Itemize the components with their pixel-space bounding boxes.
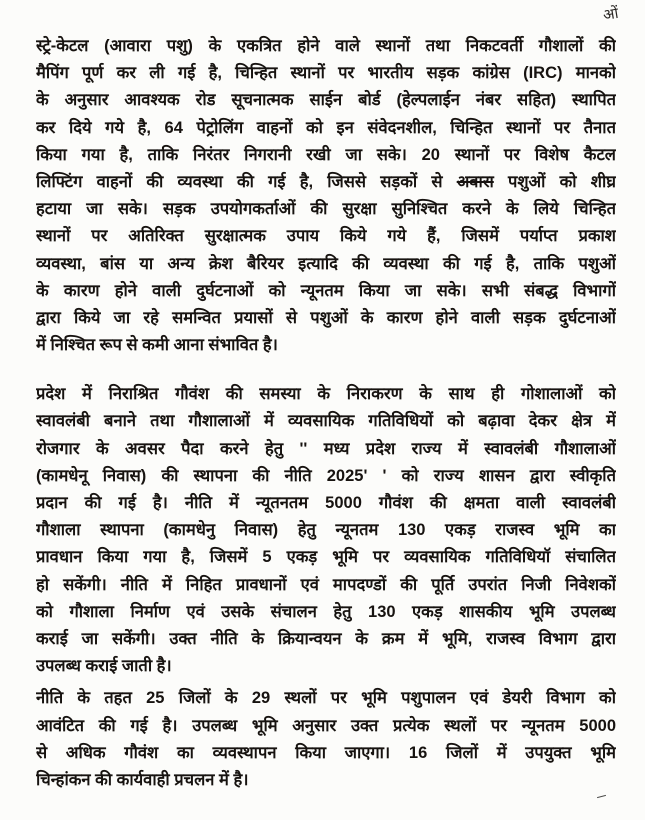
text-line: व्यवस्था, बांस या अन्य क्रेश बैरियर इत्यादि की व्यवस्था की गई है, ताकि पशुओं — [36, 254, 616, 273]
paragraph-3 — [36, 685, 616, 794]
text-line: प्रावधान किया गया है, जिसमें 5 एकड़ भूमि पर व्यवसायिक गतिविधियॉ संचालित — [36, 548, 616, 567]
text-line-with-correction — [36, 169, 616, 196]
paragraph-1 — [36, 33, 616, 359]
text-line: रोजगार के अवसर पैदा करने हेतु '' मध्य प्रदेश राज्य में स्वावलंबी गौशालाओं — [36, 439, 616, 458]
stray-pen-mark — [597, 795, 606, 798]
line-text-post: पशुओं को शीघ्र — [507, 172, 616, 191]
text-line: कर दिये गये है, 64 पेट्रोलिंग वाहनों को इन संवेदनशील, चिन्हित स्थानों पर तैनात — [36, 118, 616, 137]
text-line: प्रदान की गई है। नीति में न्यूतनतम 5000 गौवंश की क्षमता वाली स्वावलंबी — [36, 494, 616, 512]
handwritten-correction-top: ओं — [601, 3, 620, 25]
struck-word-wrap — [457, 169, 494, 196]
text-line: हो सकेंगी। नीति में निहित प्रावधानों एवं मापदण्डों की पूर्ति उपरांत निजी निवेशकों — [36, 575, 616, 594]
text-line: स्वावलंबी बनाने तथा गौशालाओं में व्यवसायिक गतिविधियों को बढ़ावा देकर क्षेत्र में — [36, 412, 616, 431]
text-line: में निश्चित रूप से कमी आना संभावित है। — [36, 336, 278, 355]
struck-word: अवारा — [456, 172, 494, 191]
text-line: को गौशाला निर्माण एवं उसके संचालन हेतु 130 एकड़ शासकीय भूमि उपलब्ध — [36, 602, 616, 621]
text-line: के कारण होने वाली दुर्घटनाओं को न्यूनतम किया जा सके। सभी संबद्ध विभागों — [36, 281, 616, 300]
text-line: से अधिक गौवंश का व्यवस्थापन किया जाएगा। 16 जिलों में उपयुक्त भूमि — [36, 743, 616, 762]
text-line: हटाया जा सके। सड़क उपयोगकर्ताओं की सुरक्षा सुनिश्चित करने के लिये चिन्हित — [36, 200, 616, 219]
text-line: चिन्हांकन की कार्यवाही प्रचलन में है। — [36, 770, 249, 789]
text-line: गौशाला स्थापना (कामधेनु निवास) हेतु न्यूनतम 130 एकड़ राजस्व भूमि का — [36, 521, 616, 540]
text-line: स्ट्रे-केटल (आवारा पशु) के एकत्रित होने वाले स्थानों तथा निकटवर्ती गौशालों की — [36, 37, 616, 55]
text-line: स्थानों पर अतिरिक्त सुरक्षात्मक उपाय किये गये हैं, जिसमें पर्याप्त प्रकाश — [36, 227, 616, 246]
text-line: मैपिंग पूर्ण कर ली गई है, चिन्हित स्थानों पर भारतीय सड़क कांग्रेस (IRC) मानको — [36, 64, 616, 83]
text-line: (कामधेनू निवास) की स्थापना की नीति 2025' ' को राज्य शासन द्वारा स्वीकृति — [36, 466, 616, 485]
handwritten-correction-inline — [452, 169, 489, 170]
text-line: आवंटित की गई है। उपलब्ध भूमि अनुसार उक्त प्रत्येक स्थलों पर न्यूनतम 5000 — [36, 716, 616, 735]
text-line: के अनुसार आवश्यक रोड सूचनात्मक साईन बोर्ड (हेल्पलाईन नंबर सहित) स्थापित — [36, 91, 616, 110]
line-text-pre: लिफ्टिंग वाहनों की व्यवस्था की गई है, जिससे सड़कों से — [36, 172, 443, 191]
text-line: द्वारा किये जा रहे समन्वित प्रयासों से पशुओं के कारण होने वाली सड़क दुर्घटनाओं — [36, 308, 616, 327]
text-line: कराई जा सकेंगी। उक्त नीति के क्रियान्वयन के क्रम में भूमि, राजस्व विभाग द्वारा — [36, 629, 616, 648]
paragraph-2 — [36, 381, 616, 680]
text-line: उपलब्ध कराई जाती है। — [36, 657, 172, 676]
text-line: नीति के तहत 25 जिलों के 29 स्थलों पर भूमि पशुपालन एवं डेयरी विभाग को — [36, 689, 616, 708]
text-line: प्रदेश में निराश्रित गौवंश की समस्या के निराकरण के साथ ही गोशालाओं को — [36, 385, 616, 404]
document-content — [36, 33, 616, 794]
text-line: किया गया है, ताकि निरंतर निगरानी रखी जा सके। 20 स्थानों पर विशेष कैटल — [36, 145, 616, 164]
